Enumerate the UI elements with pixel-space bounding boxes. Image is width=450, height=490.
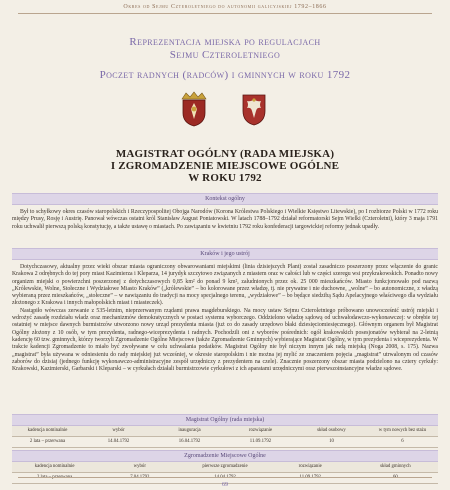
table-cell: 7.04.1792 — [130, 475, 150, 480]
table-cell: 11.09.1792 — [299, 475, 321, 480]
emblems — [0, 91, 450, 131]
chapter-title — [20, 36, 430, 82]
coat-of-arms-eagle-icon — [238, 91, 270, 127]
header-rule — [18, 13, 432, 14]
table-cell: 14.04.1792 — [214, 475, 236, 480]
table-cell: 6 — [401, 439, 404, 444]
context-header: Kontekst ogólny — [12, 193, 438, 205]
section-title-line2: I ZGROMADZENIE MIEJSCOWE OGÓLNE — [110, 160, 340, 172]
magistrat-table-header-row — [12, 426, 438, 437]
table-header-cell: kadencja nominalnie — [27, 428, 68, 433]
section-title-line3: W ROKU 1792 — [188, 172, 262, 184]
table-cell: 11.09.1792 — [249, 439, 272, 444]
page-number: 69 — [222, 482, 228, 488]
table-row — [12, 437, 438, 448]
city-paragraph — [12, 264, 438, 373]
zgromadzenie-table-caption: Zgromadzenie Miejscowe Ogólne — [12, 450, 438, 462]
table-header-cell: rozwiązanie — [248, 428, 273, 433]
table-cell: 2 lata – przerwana — [29, 439, 66, 444]
zgromadzenie-table-header-row — [12, 462, 438, 473]
table-header-cell: inauguracja — [178, 428, 201, 433]
table-header-cell: pierwsze zgromadzenie — [202, 464, 248, 469]
table-header-cell: wybór — [133, 464, 146, 469]
magistrat-table — [12, 414, 438, 448]
table-header-cell: skład osobowy — [317, 428, 346, 433]
table-cell: 60 — [393, 475, 398, 480]
footer-rule — [18, 477, 432, 478]
coat-of-arms-crown-icon — [178, 91, 210, 127]
running-head: Okres od Sejmu Czteroletniego do autonomii galicyjskiej 1792–1866 — [123, 4, 327, 10]
table-header-cell: skład gminnych — [380, 464, 411, 469]
table-header-cell: w tym nowych bez stażu — [378, 428, 427, 433]
table-header-cell: wybór — [112, 428, 125, 433]
section-title — [20, 148, 430, 184]
context-text: Był to schyłkowy okres czasów staropolskich i Rzeczypospolitej Obojga Narodów (Korona Królestwa Polskiego i Wielkie Księstwo Litewskie), po I rozbiorze Polski w 1772 roku między Prusy, Rosję i Austrię. Panował wówczas ostatni król Stanisław August Poniatowski. W latach 1788–1792 działał reformatorski Sejm Wielki (Czteroletni), który 3 maja 1791 roku uchwalił pierwszą polską konstytucję, a także ustawę o miastach. Po zawiązaniu w kwietniu 1792 roku konfederacji targowickiej reformy jednak upadły. — [12, 209, 438, 230]
section-title-line1: MAGISTRAT OGÓLNY (RADA MIEJSKA) — [115, 148, 335, 160]
city-text-2: Nastąpiło wówczas zerwanie z 535-letnim, nieprzerwanym rządami prawa magdeburskiego. Na mocy ustaw Sejmu Czteroletniego próbowano unowocześnić ustrój miejski i wdrożyć zasadę rozdziału władz oraz mechanizmów demokratycznych w postaci systemu wyborczego. Oddzielono władzę sądową od uchwałodawczo-wykonawczej: w obrębie tej ostatniej w miejsce dawnych burmistrzów utworzono nowy urząd prezydenta miasta (już co do zasady urzędowo błaki dziesięciomiesięcznego). Głównym organem był Magistrat Ogólny złożony z 10 osób, w tym prezydenta, radnego-wiceprezydenta i radnych. Pochodzili oni z wyborów pośrednich: ogół krakowskich posesjonatów wybierał na 2-letnią kadencję 60 tzw. gminnych, którzy tworzyli Zgromadzenie Ogólne Miejscowe (także Zgromadzenie Gminnych) wybierające Magistrat Ogólny, w tym prezydenta i wiceprezydenta. W trakcie kadencji Zgromadzenie to miało być zwoływane w celu uchwalania podatków. Magistrat Ogólny nie był niczym innym jak radą miejską (Noga 2008, s. 175). Nazwa „magistrat” była używana w odniesieniu do rady miejskiej już wcześniej, w okresie staropolskim i nie można jej mylić ze znaczeniem pojęcia „magistrat” utrwalonym od czasów zaborów do dzisiaj (jednego funkcję wykonawczo-administracyjne zespół urzędniczy z prezydentem na czele). Znacznie poszerzony obszar miasta podzielono na cztery cyrkuły: Krakowski, Kazimierski, Garbarski i Kleparski – w cyrkułach działali burmistrzowie cyrkułowi z ich aparatami urzędniczymi oraz pierwszoinstancyjne władze sądowe. — [12, 307, 438, 373]
table-cell: 14.04.1792 — [107, 439, 130, 444]
table-cell: 10 — [329, 439, 334, 444]
magistrat-table-caption: Magistrat Ogólny (rada miejska) — [12, 414, 438, 426]
table-cell: 16.04.1792 — [178, 439, 201, 444]
city-text-1: Dotychczasowy, aktualny przez wieki obszar miasta ograniczony obwarowaniami miejskimi (linia dzisiejszych Plant) został zasadniczo poszerzony przez włączenie do granic Krakowa 2 odrębnych do tej pory miast Kazimierza i Kleparza, 14 jurydyk szczytowo związanych z miastem oraz w całości lub w części szeregu wsi przykrakowskich. Ponadto nowy organizm miejski o powierzchni poszerzonej z dotychczasowych 0,85 km² do ponad 9 km², zaludnionych przez ok. 25 000 mieszkańców. Miasto funkcjonowało pod nazwą „Królewskie, Wolne, Stołeczne i Wydziałowe Miasto Kraków” („królewskie” – bo kolorowane przez władzę, tj. nie prywatne i nie duchowne, „wolne” – bo autonomiczne, z władzą wybieraną przez mieszkańców, „stołeczne” – w nawiązaniu do tradycji na mocy specjalnego terenu, „wydziałowe” – bo będące siedzibą Sądu Apelacyjnego właściwego dla wydziału złożonego z Krakowa i innych małopolskich miast i miasteczek). — [12, 264, 438, 307]
table-header-cell: kadencja nominalnie — [34, 464, 75, 469]
chapter-title-line2: Sejmu Czteroletniego — [169, 49, 281, 61]
city-header: Kraków i jego ustrój — [12, 248, 438, 260]
context-paragraph — [12, 209, 438, 231]
table-header-cell: rozwiązanie — [298, 464, 322, 469]
zgromadzenie-table — [12, 450, 438, 484]
chapter-title-line3: Poczet radnych (radców) i gminnych w roku 1792 — [99, 69, 351, 81]
table-cell: 2 lata – przerwana — [36, 475, 73, 480]
chapter-title-line1: Reprezentacja miejska po regulacjach — [129, 36, 321, 48]
